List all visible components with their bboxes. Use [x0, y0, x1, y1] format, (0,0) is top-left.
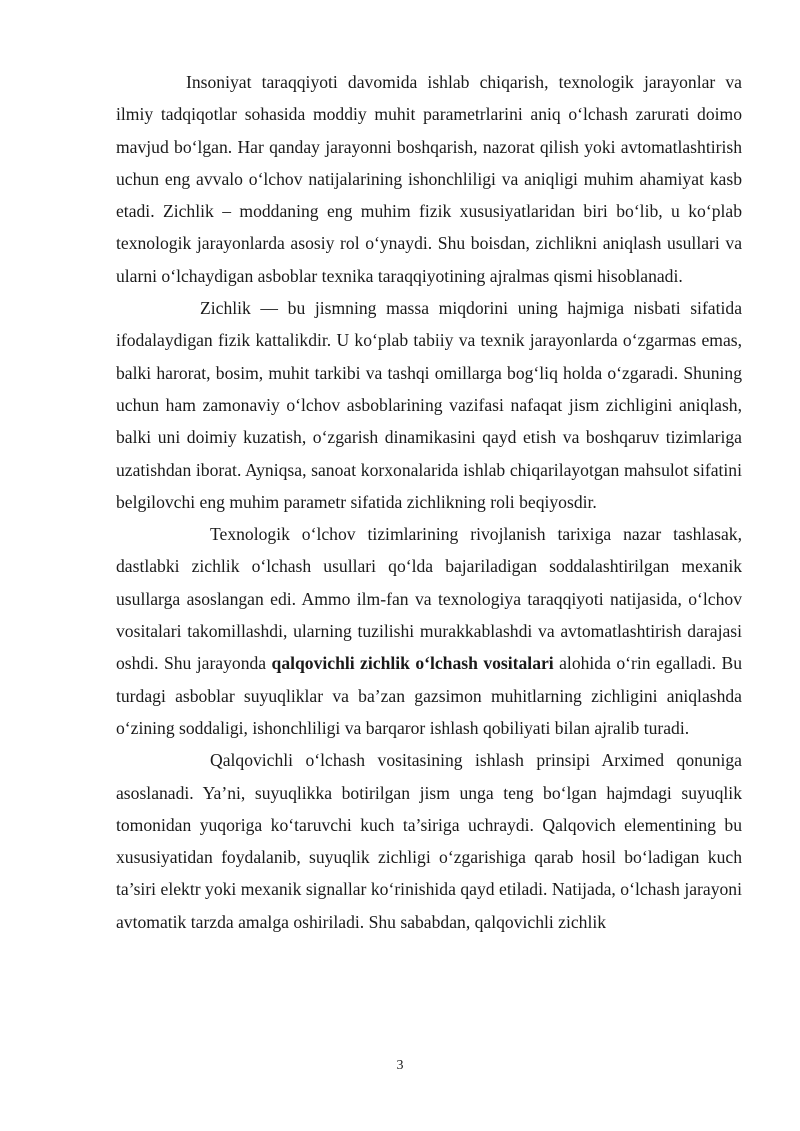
- page-number: 3: [396, 1058, 404, 1073]
- paragraph-history-text-before: Texnologik o‘lchov tizimlarining rivojlanish tarixiga nazar tashlasak, dastlabki zichlik o‘lchash usullari qo‘lda bajariladigan soddalashtirilgan mexanik usullarga asoslangan edi. Ammo ilm-fan va texnologiya taraqqiyoti natijasida, o‘lchov vositalari takomillashdi, ularning tuzilishi murakkablashdi va avtomatlashtirish darajasi oshdi. Shu jarayonda: [116, 524, 742, 674]
- document-page: [116, 66, 742, 938]
- paragraph-density-definition: Zichlik — bu jismning massa miqdorini uning hajmiga nisbati sifatida ifodalaydigan fizik kattalikdir. U ko‘plab tabiiy va texnik jarayonlarda o‘zgarmas emas, balki harorat, bosim, muhit tarkibi va tashqi omillarga bog‘liq holda o‘zgaradi. Shuning uchun ham zamonaviy o‘lchov asboblarining vazifasi nafaqat jism zichligini aniqlash, balki uni doimiy kuzatish, o‘zgarish dinamikasini qayd etish va boshqaruv tizimlariga uzatishdan iborat. Ayniqsa, sanoat korxonalarida ishlab chiqarilayotgan mahsulot sifatini belgilovchi eng muhim parametr sifatida zichlikning roli beqiyosdir.: [116, 298, 742, 512]
- paragraph-history-text-after: alohida o‘rin egalladi. Bu turdagi asboblar suyuqliklar va ba’zan gazsimon muhitlarning zichligini aniqlashda o‘zining soddaligi, ishonchliligi va barqaror ishlash qobiliyati bilan ajralib turadi.: [116, 653, 742, 738]
- paragraph-intro: Insoniyat taraqqiyoti davomida ishlab chiqarish, texnologik jarayonlar va ilmiy tadqiqotlar sohasida moddiy muhit parametrlarini aniq o‘lchash zarurati doimo mavjud bo‘lgan. Har qanday jarayonni boshqarish, nazorat qilish yoki avtomatlashtirish uchun eng avvalo o‘lchov natijalarining ishonchliligi va aniqligi muhim ahamiyat kasb etadi. Zichlik – moddaning eng muhim fizik xususiyatlaridan biri bo‘lib, u ko‘plab texnologik jarayonlarda asosiy rol o‘ynaydi. Shu boisdan, zichlikni aniqlash usullari va ularni o‘lchaydigan asboblar texnika taraqqiyotining ajralmas qismi hisoblanadi.: [116, 72, 742, 286]
- paragraph-history-bold-term: qalqovichli zichlik o‘lchash vositalari: [271, 653, 554, 674]
- paragraph-history: [116, 518, 742, 744]
- paragraph-working-principle: Qalqovichli o‘lchash vositasining ishlash prinsipi Arximed qonuniga asoslanadi. Ya’ni, suyuqlikka botirilgan jism unga teng bo‘lgan hajmdagi suyuqlik tomonidan yuqoriga ko‘taruvchi kuch ta’siriga uchraydi. Qalqovich elementining bu xususiyatidan foydalanib, suyuqlik zichligi o‘zgarishiga qarab hosil bo‘ladigan kuch ta’siri elektr yoki mexanik signallar ko‘rinishida qayd etiladi. Natijada, o‘lchash jarayoni avtomatik tarzda amalga oshiriladi. Shu sababdan, qalqovichli zichlik: [116, 750, 742, 932]
